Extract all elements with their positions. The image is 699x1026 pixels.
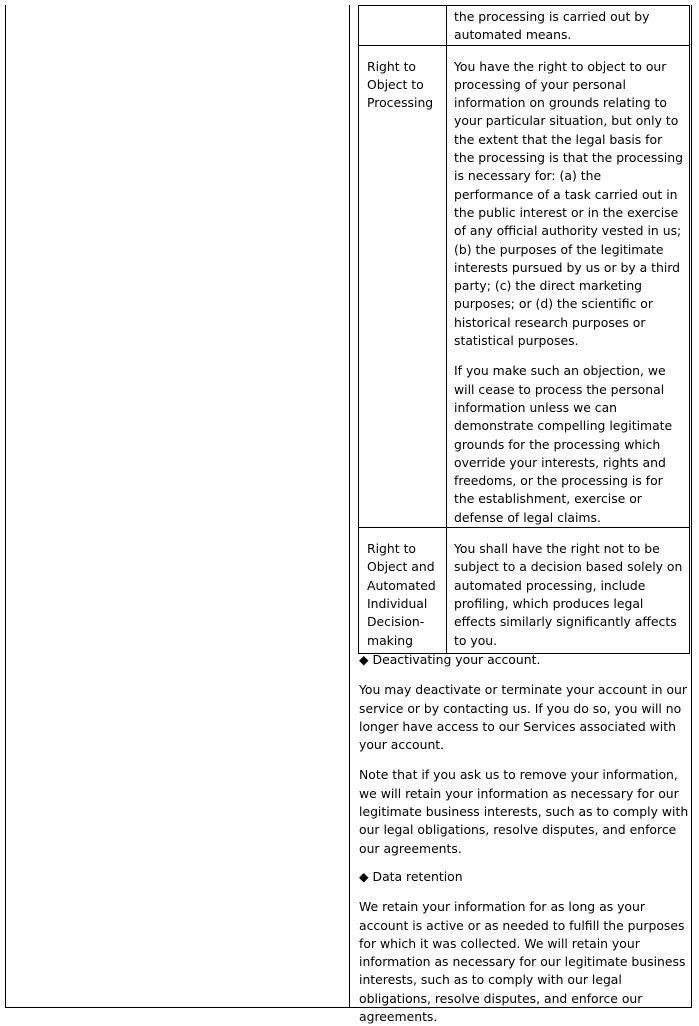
data-retention-section (359, 868, 689, 1026)
document-table (5, 5, 692, 1025)
right-description-cell (447, 6, 690, 46)
diamond-bullet-icon: ◆ (359, 869, 369, 884)
right-name: Right to Object to Processing (367, 58, 434, 111)
table-row (359, 6, 690, 46)
diamond-bullet-icon: ◆ (359, 652, 369, 667)
section-paragraph: You may deactivate or terminate your account in our service or by contacting us. If you do so, you will no longer have access to our Services associated with your account. (359, 682, 687, 753)
description-paragraph: If you make such an objection, we will cease to process the personal information unless we can demonstrate compelling legitimate grounds for the processing which override your interests, rights and freedoms, or the processing is for the establishment, exercise or defense of legal claims. (454, 363, 673, 525)
right-description-cell (447, 45, 690, 527)
section-heading: ◆ Data retention (359, 869, 463, 884)
section-paragraph: Note that if you ask us to remove your information, we will retain your information as necessary for our legitimate business interests, such as to comply with our legal obligations, resolve disputes, and enforce our agreements. (359, 767, 689, 856)
left-column-empty (6, 5, 350, 1007)
table-row (359, 528, 690, 654)
right-column (350, 5, 691, 1025)
description-paragraph: You have the right to object to our processing of your personal information on grounds relating to your particular situation, but only to the extent that the legal basis for the processing is that the processing is necessary for: (a) the performance of a task carried out in the public interest or in the exercise of any official authority vested in us; (b) the purposes of the legitimate interests pursued by us or by a third party; (c) the direct marketing purposes; or (d) the scientific or historical research purposes or statistical purposes. (454, 58, 683, 349)
right-description-cell (447, 528, 690, 654)
right-name: Right to Object and Automated Individual Decision-making (367, 541, 436, 648)
section-heading: ◆ Deactivating your account. (359, 652, 541, 667)
right-name-cell (359, 6, 447, 46)
right-name-cell (359, 45, 447, 527)
right-name-cell (359, 528, 447, 654)
description-paragraph: the processing is carried out by automated means. (454, 9, 650, 43)
section-paragraph: We retain your information for as long as your account is active or as needed to fulfill the purposes for which it was collected. We will retain your information as necessary for our legitimate business interests, such as to comply with our legal obligations, resolve disputes, and enforce our agreements. (359, 899, 686, 1025)
description-paragraph: You shall have the right not to be subject to a decision based solely on automated processing, include profiling, which produces legal effects similarly significantly affects to you. (454, 541, 683, 648)
rights-table (358, 5, 690, 654)
table-row (359, 45, 690, 527)
deactivating-account-section (359, 651, 689, 858)
